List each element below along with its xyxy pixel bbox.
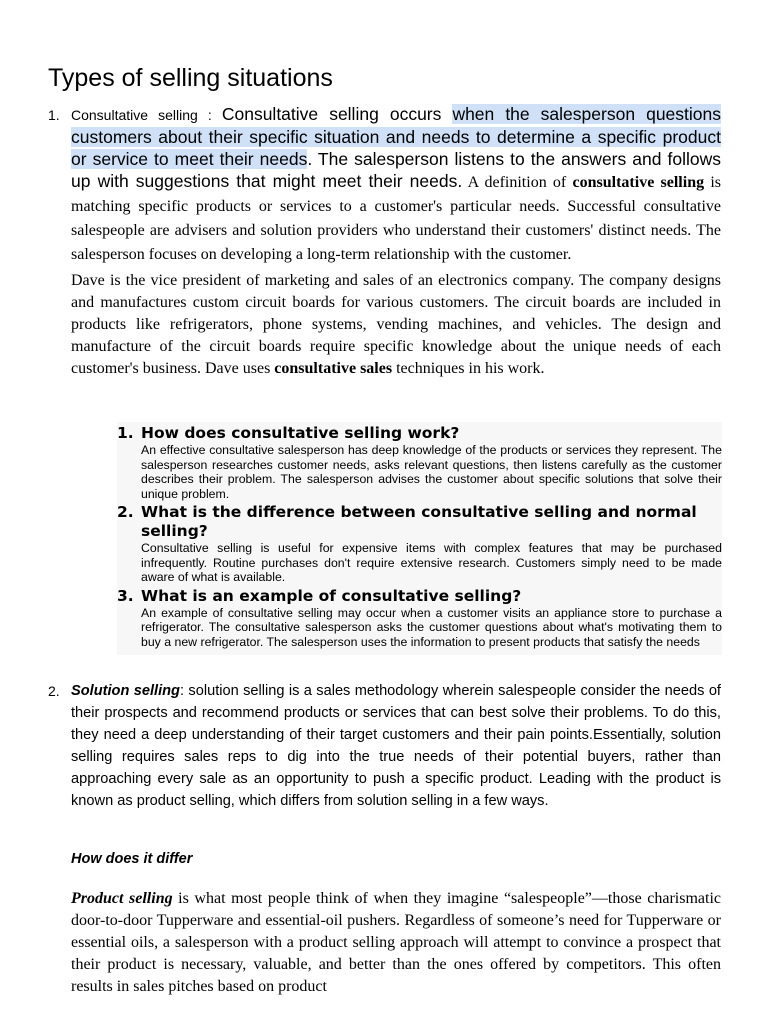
faq-question-text: How does consultative selling work?	[141, 424, 460, 442]
faq-answer: An example of consultative selling may occur when a customer visits an appliance store to purchase a refrigerator. The consultative salesperson asks the customer questions about what's motivating them to buy a new refrigerator. The salesperson uses the information to present products that satisfy the needs	[141, 605, 722, 649]
definition-text: A definition of	[462, 174, 573, 191]
faq-item	[117, 503, 722, 585]
item-label: Consultative selling	[71, 107, 198, 123]
faq-question[interactable]	[117, 424, 722, 443]
faq-answer: Consultative selling is useful for expensive items with complex features that may be purchased infrequently. Routine purchases don't require extensive research. Customers simply need to be made aware of what is available.	[141, 541, 722, 584]
definition-text-rest: is matching specific products or services to a customer's particular needs. Successful consultative salespeople are advisers and solution providers who understand their customers' distinct needs. The salesperson focuses on developing a long-term relationship with the customer.	[71, 174, 722, 263]
faq-item	[117, 424, 722, 501]
product-selling-text: is what most people think of when they imagine “salespeople”—those charismatic door-to-door Tupperware and essential-oil pushers. Regardless of someone’s need for Tupperware or essential oils, a salesperson with a product selling approach will attempt to convince a prospect that their product is necessary, valuable, and better than the ones offered by competitors. This often results in sales pitches based on product	[71, 890, 721, 995]
consultative-paragraph	[71, 103, 721, 266]
sentence-start: Consultative selling occurs	[221, 104, 453, 124]
faq-number: 1.	[117, 424, 134, 442]
list-number-1: 1.	[48, 107, 60, 123]
page-title: Types of selling situations	[48, 64, 333, 92]
faq-question-text: What is the difference between consultative selling and normal selling?	[141, 503, 697, 540]
list-item-solution	[71, 680, 721, 812]
highlighted-text[interactable]: when the salesperson questions customers about their specific situation and needs to determine a specific product or service to meet their needs	[71, 104, 722, 169]
dave-text: Dave is the vice president of marketing and sales of an electronics company. The company designs and manufactures custom circuit boards for various customers. The circuit boards are included in products like refrigerators, phone systems, vending machines, and vehicles. The design and manufacture of the circuit boards require specific knowledge about the unique needs of each customer's business. Dave uses	[71, 272, 721, 377]
definition-bold: consultative selling	[572, 174, 705, 191]
faq-number: 2.	[117, 503, 134, 521]
dave-bold: consultative sales	[274, 360, 393, 377]
dave-text-rest: techniques in his work.	[392, 360, 545, 377]
list-item-consultative	[71, 103, 721, 380]
solution-text: : solution selling is a sales methodology wherein salespeople consider the needs of their prospects and recommend products or services that can best solve their problems. To do this, they need a deep understanding of their target customers and their pain points.Essentially, solution selling requires sales reps to dig into the true needs of their potential buyers, rather than approaching every sale as an opportunity to push a specific product. Leading with the product is known as product selling, which differs from solution selling in a few ways.	[71, 683, 721, 809]
dave-paragraph	[71, 270, 721, 380]
product-selling-bold: Product selling	[71, 890, 173, 907]
item-label: Solution selling	[71, 683, 180, 699]
sentence-rest: . The salesperson listens to the answers and follows up with suggestions that might meet their needs.	[71, 149, 721, 191]
faq-question[interactable]	[117, 587, 722, 606]
faq-question-text: What is an example of consultative selling?	[141, 586, 522, 605]
faq-number: 3.	[117, 586, 134, 605]
item-colon: :	[197, 107, 222, 123]
list-number-2: 2.	[48, 683, 60, 699]
faq-item	[117, 587, 722, 650]
faq-answer: An effective consultative salesperson has deep knowledge of the products or services they represent. The salesperson researches customer needs, asks relevant questions, then listens carefully as the customer describes their problem. The salesperson advises the customer about specific solutions that solve their unique problem.	[141, 443, 722, 501]
faq-box	[117, 422, 722, 655]
product-selling-paragraph	[71, 888, 721, 998]
faq-question[interactable]	[117, 503, 722, 541]
section-subheading: How does it differ	[71, 851, 193, 867]
